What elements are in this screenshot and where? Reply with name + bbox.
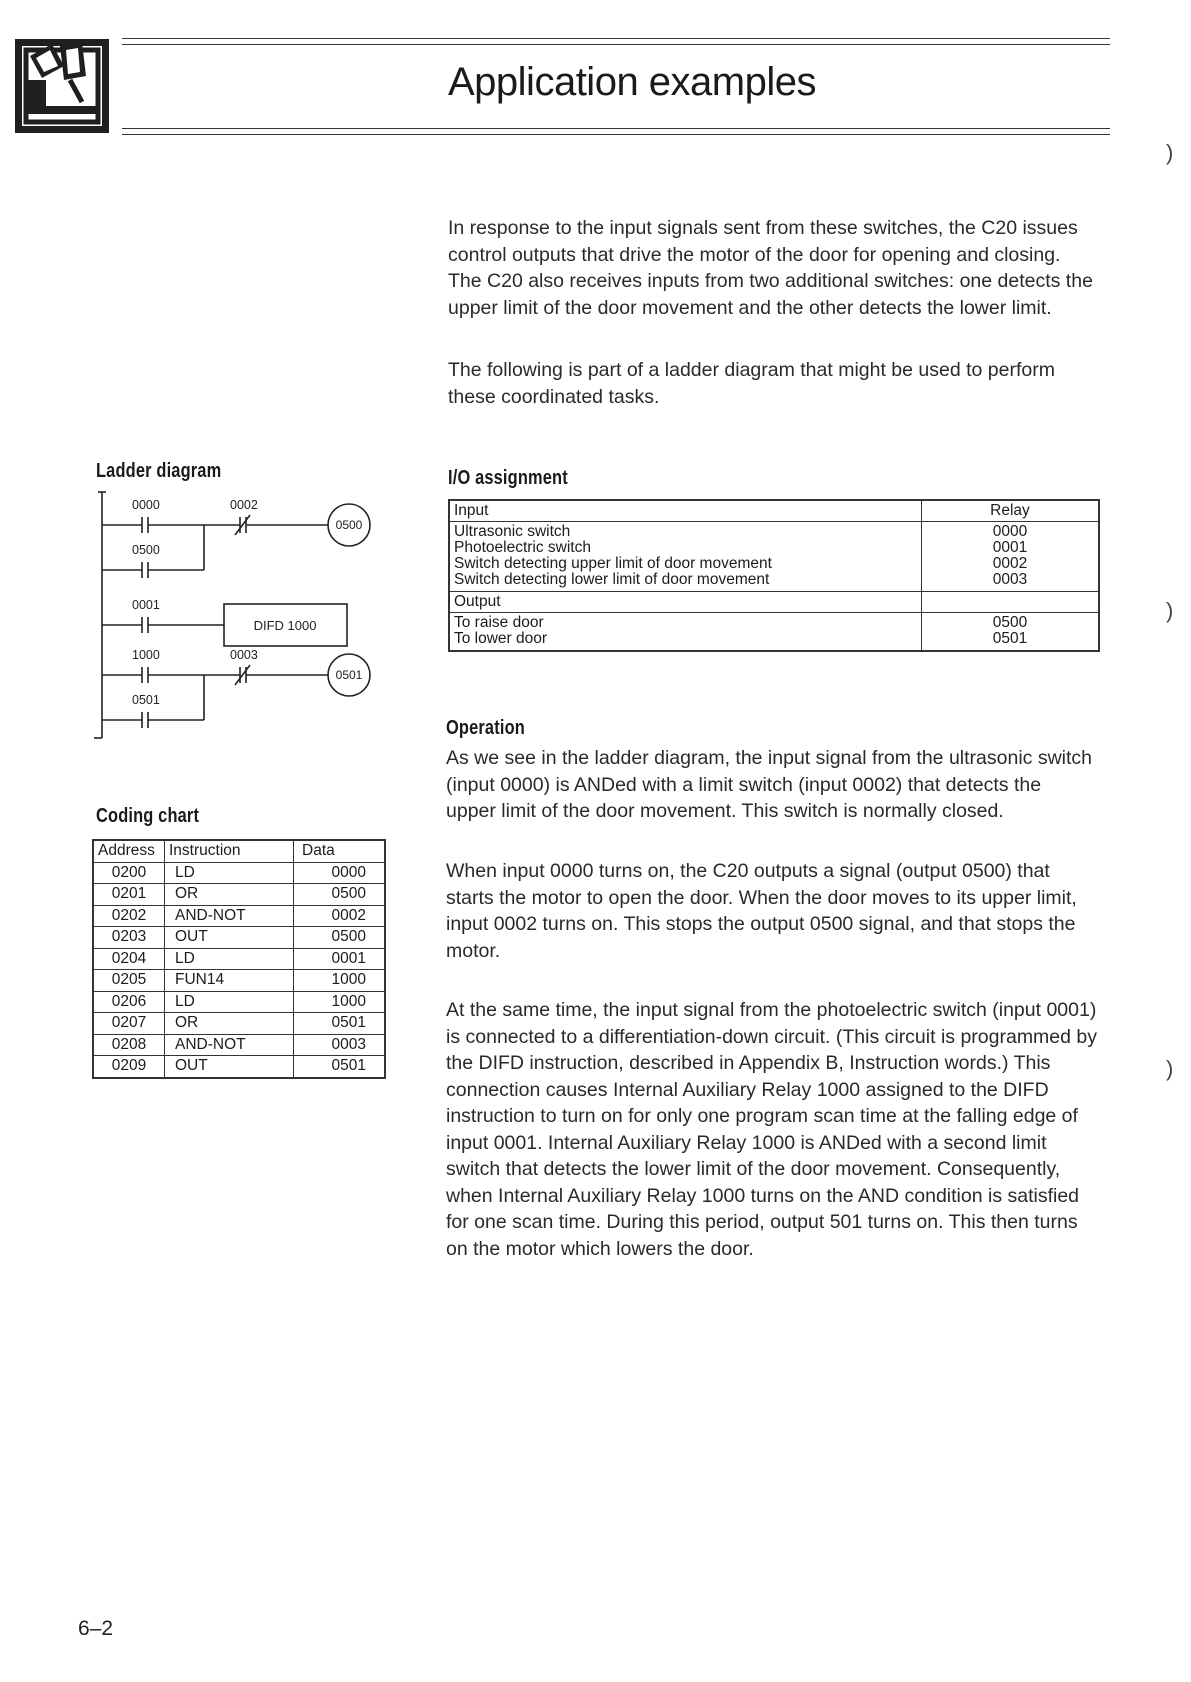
io-output-header-row <box>449 592 1099 613</box>
chapter-logo-icon <box>12 36 112 136</box>
contact-label-0501: 0501 <box>132 693 160 707</box>
io-output-label: Output <box>449 592 922 613</box>
coil-label-0500: 0500 <box>335 518 363 532</box>
contact-label-1000: 1000 <box>132 648 160 662</box>
table-row: 0200 LD 0000 <box>93 862 385 884</box>
io-output-name: To lower door <box>454 630 548 647</box>
io-assignment-heading: I/O assignment <box>448 467 568 489</box>
table-row: 0209 OUT 0501 <box>93 1056 385 1078</box>
table-row: 0204 LD 0001 <box>93 948 385 970</box>
io-output-group <box>449 613 1099 652</box>
coding-chart-heading: Coding chart <box>96 805 200 827</box>
operation-paragraph-3: At the same time, the input signal from the photoelectric switch (input 0001) is connected to a differentiation-down circuit. (This circuit is programmed by the DIFD instruction, described in Appendix B, Instruction words.) This connection causes Internal Auxiliary Relay 1000 assigned to the DIFD instruction to turn on for only one program scan time at the falling edge of input 0001. Internal Auxiliary Relay 1000 is ANDed with a second limit switch that detects the lower limit of the door movement. Consequently, when Internal Auxiliary Relay 1000 turns on the AND condition is satisfied for one scan time. During this period, output 501 turns on. This then turns on the motor which lowers the door. <box>446 999 1098 1260</box>
ladder-diagram-heading: Ladder diagram <box>96 460 222 482</box>
operation-heading: Operation <box>446 717 525 739</box>
coding-header-data: Data <box>294 840 386 862</box>
io-input-relay: 0003 <box>992 571 1028 588</box>
page-number: 6–2 <box>78 1617 114 1640</box>
coding-header-address: Address <box>93 840 165 862</box>
io-input-name: Switch detecting upper limit of door movement <box>454 555 772 572</box>
table-row: 0202 AND-NOT 0002 <box>93 905 385 927</box>
io-input-relay: 0000 <box>992 523 1028 540</box>
io-input-group <box>449 522 1099 592</box>
io-output-name: To raise door <box>454 614 544 631</box>
intro-paragraph-2: The following is part of a ladder diagram that might be used to perform these coordinated tasks. <box>448 359 1055 408</box>
contact-label-0002: 0002 <box>230 498 258 512</box>
binding-mark: ) <box>1166 140 1174 165</box>
table-row: 0207 OR 0501 <box>93 1013 385 1035</box>
table-row: 0201 OR 0500 <box>93 884 385 906</box>
difd-box-label: DIFD 1000 <box>253 618 317 633</box>
io-input-name: Ultrasonic switch <box>454 523 571 540</box>
io-input-label: Input <box>449 500 922 522</box>
io-output-relay: 0500 <box>992 614 1028 631</box>
binding-mark: ) <box>1166 1056 1174 1081</box>
contact-label-0500: 0500 <box>132 543 160 557</box>
io-assignment-table <box>448 499 1100 652</box>
operation-paragraph-2: When input 0000 turns on, the C20 outputs a signal (output 0500) that starts the motor to open the door. When the door moves to its upper limit, input 0002 turns on. This stops the output 0500 signal, and that stops the motor. <box>446 860 1077 962</box>
contact-label-0000: 0000 <box>132 498 160 512</box>
io-relay-label: Relay <box>922 500 1100 522</box>
contact-label-0001: 0001 <box>132 598 160 612</box>
coding-header-row <box>93 840 385 862</box>
io-input-relay: 0002 <box>992 555 1028 572</box>
io-input-header-row <box>449 500 1099 522</box>
io-input-relay: 0001 <box>992 539 1028 556</box>
io-input-name: Switch detecting lower limit of door movement <box>454 571 770 588</box>
table-row: 0208 AND-NOT 0003 <box>93 1034 385 1056</box>
binding-mark: ) <box>1166 598 1174 623</box>
operation-paragraph-1: As we see in the ladder diagram, the input signal from the ultrasonic switch (input 0000) is ANDed with a limit switch (input 0002) that detects the upper limit of the door movement. This switch is normally closed. <box>446 747 1092 822</box>
coil-label-0501: 0501 <box>335 668 363 682</box>
table-row: 0203 OUT 0500 <box>93 927 385 949</box>
intro-paragraph-1: In response to the input signals sent from these switches, the C20 issues control outputs that drive the motor of the door for opening and closing. The C20 also receives inputs from two additional switches: one detects the upper limit of the door movement and the other detects the lower limit. <box>448 217 1093 319</box>
coding-header-instruction: Instruction <box>165 840 294 862</box>
ladder-diagram <box>92 490 392 750</box>
contact-label-0003: 0003 <box>230 648 258 662</box>
table-row: 0206 LD 1000 <box>93 991 385 1013</box>
io-output-relay: 0501 <box>992 630 1028 647</box>
table-row: 0205 FUN14 1000 <box>93 970 385 992</box>
coding-chart-table <box>92 839 386 1079</box>
io-input-name: Photoelectric switch <box>454 539 591 556</box>
page-title: Application examples <box>448 60 816 104</box>
